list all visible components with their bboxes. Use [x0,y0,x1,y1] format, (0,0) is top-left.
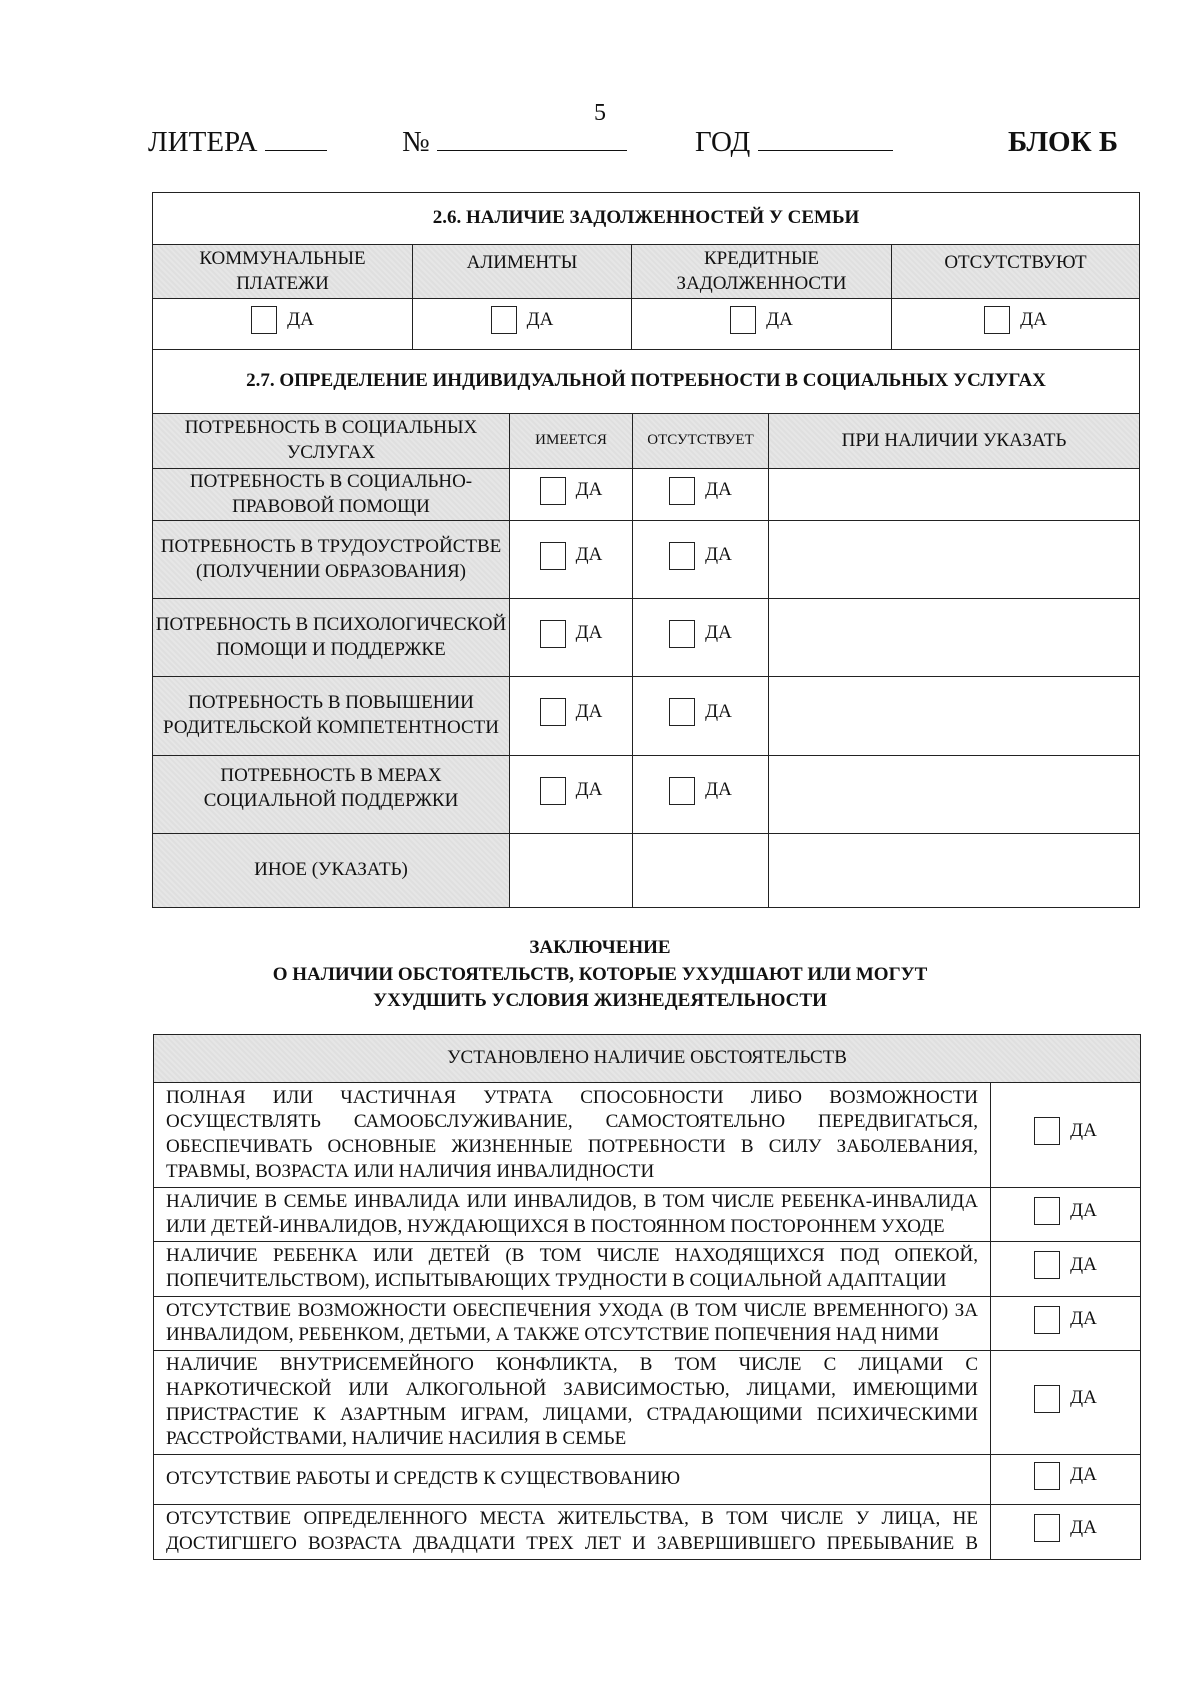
number-field [402,126,627,159]
specify-cell[interactable] [769,677,1140,756]
circumstance-item: НАЛИЧИЕ В СЕМЬЕ ИНВАЛИДА ИЛИ ИНВАЛИДОВ, В ТОМ ЧИСЛЕ РЕБЕНКА-ИНВАЛИДА ИЛИ ДЕТЕЙ-ИНВАЛИДОВ, НУЖДАЮЩИХСЯ В ПОСТОЯННОМ ПОСТОРОННЕМ УХОДЕ [154,1188,991,1242]
present-cell [510,521,633,599]
needs-head-absent: ОТСУТСТВУЕТ [633,414,769,469]
year-input-line[interactable] [758,149,893,151]
checkbox[interactable] [669,477,695,505]
debts-title: 2.6. НАЛИЧИЕ ЗАДОЛЖЕННОСТЕЙ У СЕМЬИ [153,193,1140,245]
yes-label: ДА [1070,1464,1097,1486]
block-label: БЛОК Б [1008,126,1119,158]
needs-head-present: ИМЕЕТСЯ [510,414,633,469]
conclusion-subtitle-1: О НАЛИЧИИ ОБСТОЯТЕЛЬСТВ, КОТОРЫЕ УХУДШАЮТ ИЛИ МОГУТ [272,963,928,985]
conclusion-title: ЗАКЛЮЧЕНИЕ [529,937,671,958]
yes-label: ДА [1070,1119,1097,1141]
yes-label: ДА [1070,1516,1097,1538]
checkbox[interactable] [1034,1251,1060,1279]
checkbox[interactable] [1034,1306,1060,1334]
checkbox[interactable] [540,477,566,505]
number-label: № [402,126,430,158]
present-cell [510,599,633,677]
yes-cell [991,1505,1141,1559]
needs-row-support: ПОТРЕБНОСТЬ В МЕРАХ СОЦИАЛЬНОЙ ПОДДЕРЖКИ [153,756,510,834]
yes-label: ДА [1070,1253,1097,1275]
circumstances-title: УСТАНОВЛЕНО НАЛИЧИЕ ОБСТОЯТЕЛЬСТВ [154,1035,1141,1083]
yes-cell [991,1455,1141,1505]
yes-label: ДА [705,779,732,801]
specify-cell[interactable] [769,469,1140,521]
debts-alimony-cell [413,299,632,350]
debts-utilities-cell [153,299,413,350]
yes-label: ДА [575,479,603,501]
litera-label: ЛИТЕРА [148,126,258,158]
yes-label: ДА [526,308,554,330]
debts-none-cell [892,299,1140,350]
yes-label: ДА [766,308,793,330]
yes-label: ДА [575,700,603,722]
yes-label: ДА [1070,1387,1097,1409]
needs-row-employment: ПОТРЕБНОСТЬ В ТРУДОУСТРОЙСТВЕ (ПОЛУЧЕНИИ ОБРАЗОВАНИЯ) [153,521,510,599]
yes-cell [991,1242,1141,1296]
yes-label: ДА [705,700,732,722]
checkbox[interactable] [491,306,517,334]
checkbox[interactable] [669,542,695,570]
yes-label: ДА [1070,1308,1097,1330]
checkbox[interactable] [1034,1462,1060,1490]
conclusion-subtitle-2: УХУДШИТЬ УСЛОВИЯ ЖИЗНЕДЕЯТЕЛЬНОСТИ [373,990,827,1012]
yes-label: ДА [705,622,732,644]
specify-cell[interactable] [769,599,1140,677]
conclusion-heading [0,935,1200,1015]
absent-cell [633,677,769,756]
absent-cell [633,756,769,834]
specify-cell[interactable] [769,834,1140,908]
checkbox[interactable] [730,306,756,334]
checkbox[interactable] [540,698,566,726]
debts-col-alimony: АЛИМЕНТЫ [413,245,632,299]
circumstance-item: ПОЛНАЯ ИЛИ ЧАСТИЧНАЯ УТРАТА СПОСОБНОСТИ ЛИБО ВОЗМОЖНОСТИ ОСУЩЕСТВЛЯТЬ САМООБСЛУЖИВАНИЕ, САМОСТОЯТЕЛЬНО ПЕРЕДВИГАТЬСЯ, ОБЕСПЕЧИВАТЬ ОСНОВНЫЕ ЖИЗНЕННЫЕ ПОТРЕБНОСТИ В СИЛУ ЗАБОЛЕВАНИЯ, ТРАВМЫ, ВОЗРАСТА ИЛИ НАЛИЧИЯ ИНВАЛИДНОСТИ [154,1083,991,1188]
debts-credit-cell [632,299,892,350]
present-cell [510,469,633,521]
specify-cell[interactable] [769,756,1140,834]
yes-label: ДА [705,479,732,501]
present-cell [510,756,633,834]
yes-label: ДА [287,308,314,330]
needs-head-service: ПОТРЕБНОСТЬ В СОЦИАЛЬНЫХ УСЛУГАХ [153,414,510,469]
circumstance-item: ОТСУТСТВИЕ РАБОТЫ И СРЕДСТВ К СУЩЕСТВОВАНИЮ [154,1455,991,1505]
present-cell[interactable] [510,834,633,908]
number-input-line[interactable] [437,149,627,151]
debts-col-none: ОТСУТСТВУЮТ [892,245,1140,299]
checkbox[interactable] [669,620,695,648]
checkbox[interactable] [669,698,695,726]
yes-label: ДА [575,544,603,566]
yes-label: ДА [575,779,603,801]
circumstance-item: НАЛИЧИЕ ВНУТРИСЕМЕЙНОГО КОНФЛИКТА, В ТОМ ЧИСЛЕ С ЛИЦАМИ С НАРКОТИЧЕСКОЙ ИЛИ АЛКОГОЛЬНОЙ ЗАВИСИМОСТЬЮ, ЛИЦАМИ, ИМЕЮЩИМИ ПРИСТРАСТИЕ К АЗАРТНЫМ ИГРАМ, ЛИЦАМИ, СТРАДАЮЩИМИ ПСИХИЧЕСКИМИ РАССТРОЙСТВАМИ, НАЛИЧИЕ НАСИЛИЯ В СЕМЬЕ [154,1351,991,1455]
yes-label: ДА [1070,1199,1097,1221]
yes-label: ДА [705,544,732,566]
checkbox[interactable] [540,620,566,648]
checkbox[interactable] [540,542,566,570]
debts-table [152,192,1140,350]
checkbox[interactable] [1034,1117,1060,1145]
checkbox[interactable] [1034,1197,1060,1225]
debts-col-utilities: КОММУНАЛЬНЫЕ ПЛАТЕЖИ [153,245,413,299]
needs-row-psychological: ПОТРЕБНОСТЬ В ПСИХОЛОГИЧЕСКОЙ ПОМОЩИ И ПОДДЕРЖКЕ [153,599,510,677]
needs-table [152,349,1140,908]
absent-cell [633,521,769,599]
checkbox[interactable] [669,777,695,805]
checkbox[interactable] [1034,1385,1060,1413]
circumstances-table [153,1034,1141,1560]
checkbox[interactable] [1034,1514,1060,1542]
litera-field [148,126,327,159]
absent-cell [633,599,769,677]
year-field [695,126,893,159]
needs-row-other: ИНОЕ (УКАЗАТЬ) [153,834,510,908]
needs-title: 2.7. ОПРЕДЕЛЕНИЕ ИНДИВИДУАЛЬНОЙ ПОТРЕБНОСТИ В СОЦИАЛЬНЫХ УСЛУГАХ [153,350,1140,414]
present-cell [510,677,633,756]
yes-label: ДА [1020,308,1047,330]
yes-cell [991,1083,1141,1188]
circumstance-item: ОТСУТСТВИЕ ОПРЕДЕЛЕННОГО МЕСТА ЖИТЕЛЬСТВА, В ТОМ ЧИСЛЕ У ЛИЦА, НЕ ДОСТИГШЕГО ВОЗРАСТА ДВАДЦАТИ ТРЕХ ЛЕТ И ЗАВЕРШИВШЕГО ПРЕБЫВАНИЕ В [154,1505,991,1559]
circumstance-item: ОТСУТСТВИЕ ВОЗМОЖНОСТИ ОБЕСПЕЧЕНИЯ УХОДА (В ТОМ ЧИСЛЕ ВРЕМЕННОГО) ЗА ИНВАЛИДОМ, РЕБЕНКОМ, ДЕТЬМИ, А ТАКЖЕ ОТСУТСТВИЕ ПОПЕЧЕНИЯ НАД НИМИ [154,1296,991,1350]
absent-cell [633,469,769,521]
yes-label: ДА [575,622,603,644]
checkbox[interactable] [251,306,277,334]
absent-cell[interactable] [633,834,769,908]
needs-row-legal: ПОТРЕБНОСТЬ В СОЦИАЛЬНО-ПРАВОВОЙ ПОМОЩИ [153,469,510,521]
specify-cell[interactable] [769,521,1140,599]
needs-head-specify: ПРИ НАЛИЧИИ УКАЗАТЬ [769,414,1140,469]
yes-cell [991,1188,1141,1242]
yes-cell [991,1296,1141,1350]
litera-input-line[interactable] [265,149,327,151]
year-label: ГОД [695,126,751,158]
circumstance-item: НАЛИЧИЕ РЕБЕНКА ИЛИ ДЕТЕЙ (В ТОМ ЧИСЛЕ НАХОДЯЩИХСЯ ПОД ОПЕКОЙ, ПОПЕЧИТЕЛЬСТВОМ), ИСПЫТЫВАЮЩИХ ТРУДНОСТИ В СОЦИАЛЬНОЙ АДАПТАЦИИ [154,1242,991,1296]
checkbox[interactable] [540,777,566,805]
yes-cell [991,1351,1141,1455]
debts-col-credit: КРЕДИТНЫЕ ЗАДОЛЖЕННОСТИ [632,245,892,299]
page-number: 5 [594,100,606,126]
checkbox[interactable] [984,306,1010,334]
needs-row-parenting: ПОТРЕБНОСТЬ В ПОВЫШЕНИИ РОДИТЕЛЬСКОЙ КОМПЕТЕНТНОСТИ [153,677,510,756]
